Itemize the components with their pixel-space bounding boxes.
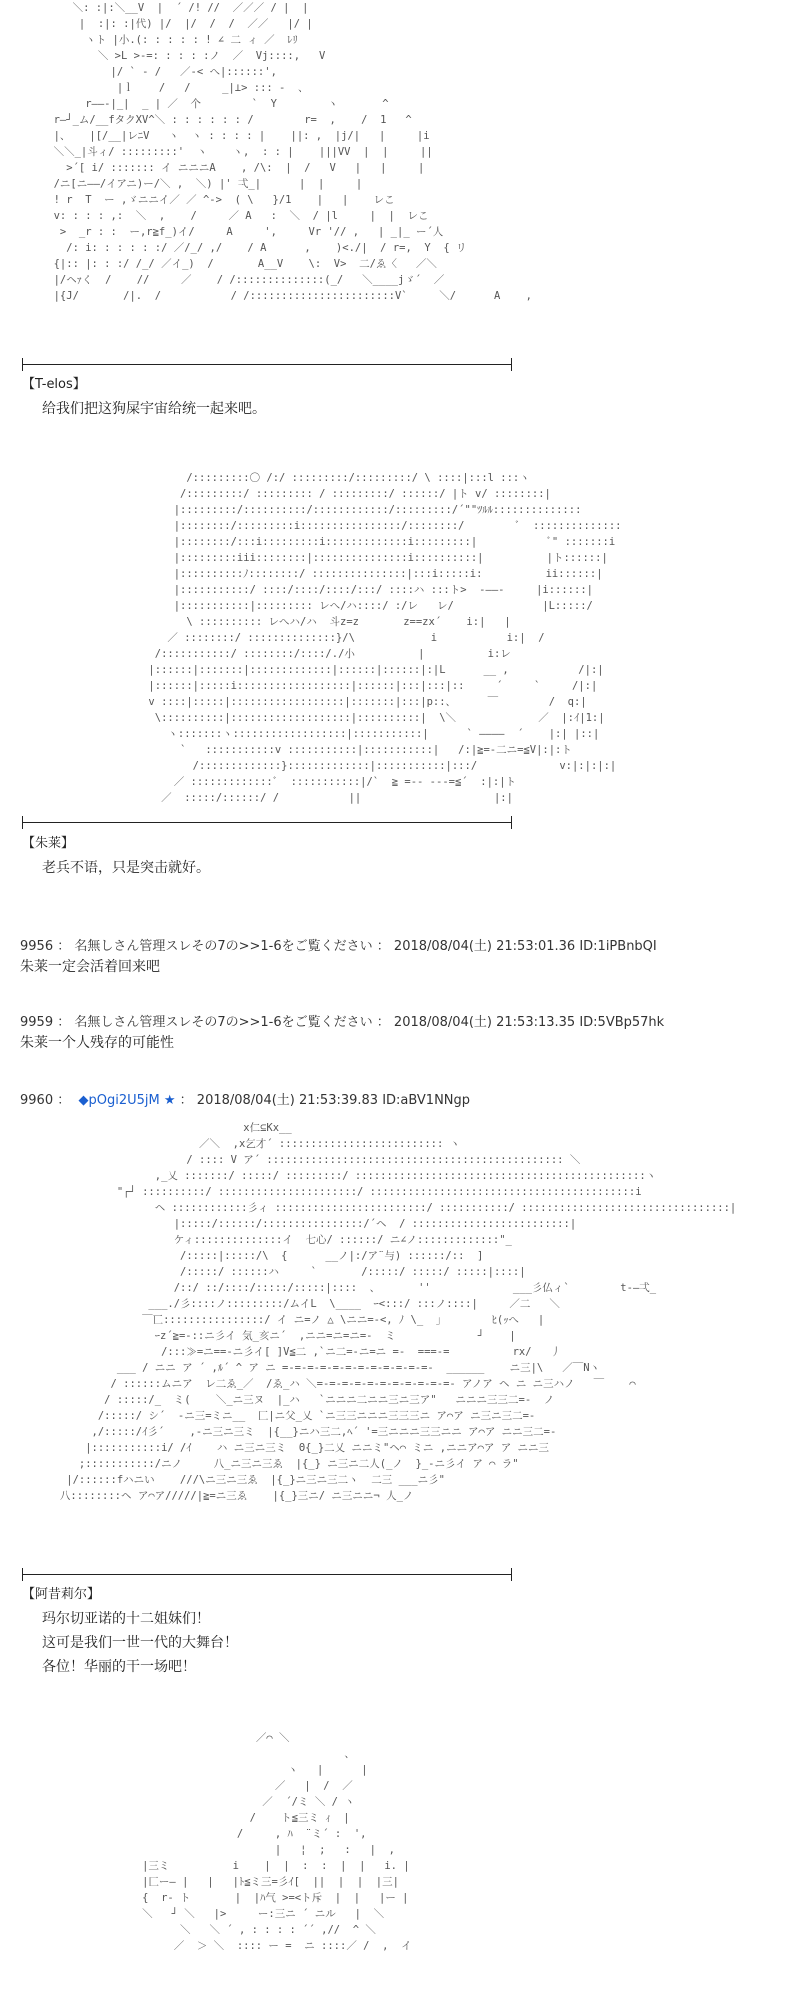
speaker-name: 【阿昔莉尔】 xyxy=(22,1587,101,1602)
aa-art-figure: ／⌒ ＼ 、 ヽ | | ／ | / ／ ／ ´/ミ ＼ / ヽ / ト≦三ミ ｨ | / , ﾊ ¨ミ´ : ', | ¦ ; : | , |三ミ i | | : : | | i. | |匚ー― | | |ﾄ≦ミ三=彡ｲ[ || | | |三| { r‐ ト | |ﾊ气 >=<ト斥 | | |ー | ＼ ┘ ＼ |> ー:三ニ ´ ニル | ＼ ＼ ＼ ´ , : : : : ´´ ,// ^ ＼ ／ ＞ ＼ :::: ー = ニ ::::／ / , イ xyxy=(142,1732,412,1952)
post-author-name: 名無しさん管理スレその7の>>1-6をご覧ください xyxy=(74,939,373,954)
post-body: 朱莱一定会活着回来吧 xyxy=(20,959,160,975)
post-number: 9959 xyxy=(20,1015,54,1030)
star-icon: ★ xyxy=(163,1093,176,1108)
aa-art-telos: ＼: :|:＼__V | ´ /! // ／／／ / | | | :|: :|代) |/ |/ / / ／／ |/ | ヽト |小.(: : : : : ! ∠ 二 ィ ／ ﾚﾘ ＼ >L >-=: : : : :ノ ／ Vj::::, V |/ ` - / ／-< へ|::::::', |ｌ / / _|⊥> ::: - 、 r――-|_| _ | ／ 个 ` Y ヽ ^ r―┘_ム/__fタクXV^＼ : : : : : : / r= , / 1 ^ |、 |[/__|レﾆV ヽ ヽ : : : : | ||: , |j/| | |i ＼＼_|斗ィ/ :::::::::' ヽ ヽ, : : | |||VV | | || >´[ i/ ::::::: イ ニニニA , /\: | / V | | | /ニ[ニ――/イアニ)ー/＼ , ＼) |' 弌_| | | | ! r T ー ,ゞニニイ／ ／ ^-> ( \ }/1 | | レこ v: : : : ,: ＼ , / ／ A : ＼ / |l | | レこ > _r : : ー,r≧f_)イ/ A ', Vr '// , | _|_ ー´人 /: i: : : : : :/ ／/_/ ,/ / A , )<./| / r=, Y { リ {|:: |: : :/ /_/ ／イ_) / A__V \: V> 二/ゑ〈 ／＼ |/ヘｧく / // ／ / /::::::::::::::(_/ ＼____jゞ´ ／ |{J/ /|. / / /:::::::::::::::::::::::V` ＼/ A , xyxy=(53,2,532,302)
post-date: 2018/08/04(土) 21:53:13.35 xyxy=(393,1015,576,1030)
post-header: 9956 ： 名無しさん管理スレその7の>>1-6をご覧ください ： 2018/08/04(土) 21:53:01.36 ID:1iPBnbQI xyxy=(20,939,657,954)
dialogue-line: 玛尔切亚诺的十二姐妹们！ xyxy=(42,1611,210,1627)
post-id[interactable]: ID:1iPBnbQI xyxy=(579,939,657,954)
speaker-name: 【T-elos】 xyxy=(22,377,86,392)
post-trip-link[interactable]: ◆pOgi2U5jM xyxy=(78,1093,160,1108)
aa-art-julie: /:::::::::〇 /:/ :::::::::/:::::::::/ \ ::::|:::l :::ヽ /:::::::::/ ::::::::: / :::::::::/ ::::::/ |ト v/ ::::::::| |:::::::::/::::::::::/::::::::::::/:::::::::/´""ﾂﾙﾙ:::::::::::::: |::::::::/:::::::::i::::::::::::::::/::::::::/ ﾞ :::::::::::::: |::::::::/:::i:::::::::i:::::::::::::i:::::::::| ﾞ" :::::::i |:::::::::iii::::::::|:::::::::::::::i::::::::::| |ト::::::| |::::::::::ﾉ::::::::/ :::::::::::::::|:::i:::::i: ii::::::| |:::::::::::/ ::::/::::/::::/:::/ ::::ハ :::ト> -――- |i::::::| |:::::::::::|::::::::: レへ/ハ::::/ :/レ レ/ |L:::::/ \ :::::::::: レへハ/ハ 斗z=z z==zx´ i:| | ／ ::::::::/ ::::::::::::::}/\ i i:| / /:::::::::::/ ::::::::/::::/./小 | i:レ |::::::|:::::::|:::::::::::::|::::::|::::::|:|L __ , /|:| |::::::|:::::i::::::::::::::::::|::::::|:::|:::|:: ´ ` /|:| v ::::|:::::|::::::::::::::::::|:::::::|:::|p::、 ￣ / q:| \::::::::::|:::::::::::::::::::|::::::::::| \＼ ／ |:ｲ|1:| ヽ:::::::ヽ::::::::::::::::::|:::::::::::| ` ―――― ´ |:| |::| ` :::::::::::v :::::::::::|:::::::::::| /:|≧=-二ニ=≦V|:|:ト /:::::::::::::}:::::::::::::|:::::::::::|:::/ v:|:|:|:| ／ :::::::::::::ﾞ :::::::::::|/` ≧ =-- ---=≦´ :|:|ト ／ :::::/::::::/ / || |:| xyxy=(148,472,622,804)
post-author-name: 名無しさん管理スレその7の>>1-6をご覧ください xyxy=(74,1015,373,1030)
post-number: 9960 xyxy=(20,1093,54,1108)
post-id[interactable]: ID:aBV1NNgp xyxy=(382,1093,471,1108)
post-body: 朱莱一个人残存的可能性 xyxy=(20,1035,174,1051)
post-header: 9959 ： 名無しさん管理スレその7の>>1-6をご覧ください ： 2018/08/04(土) 21:53:13.35 ID:5VBp57hk xyxy=(20,1015,665,1030)
dialogue-line: 各位！华丽的干一场吧！ xyxy=(42,1659,196,1675)
dialogue-line: 给我们把这狗屎宇宙给统一起来吧。 xyxy=(42,401,266,417)
separator xyxy=(22,364,512,365)
post-date: 2018/08/04(土) 21:53:39.83 xyxy=(196,1093,379,1108)
separator xyxy=(22,1574,512,1575)
separator xyxy=(22,822,512,823)
dialogue-line: 这可是我们一世一代的大舞台！ xyxy=(42,1635,238,1651)
post-header: 9960 ： ◆pOgi2U5jM ★ ： 2018/08/04(土) 21:53:39.83 ID:aBV1NNgp xyxy=(20,1093,471,1108)
dialogue-line: 老兵不语，只是突击就好。 xyxy=(42,860,210,876)
post-id[interactable]: ID:5VBp57hk xyxy=(579,1015,665,1030)
aa-art-achilles: x仁⊆Kx__ ／＼ ,x乞才´ :::::::::::::::::::::::::: ヽ / :::: V ア´ ::::::::::::::::::::::::::::::::::::::::::::::: ＼ ,_乂 :::::::/ :::::/ :::::::::/ ::::::::::::::::::::::::::::::::::::::::::::::ヽ "┌┘ ::::::::::/ ::::::::::::::::::::::/ ::::::::::::::::::::::::::::::::::::::::::i ヘ ::::::::::::彡ィ ::::::::::::::::::::::::/ :::::::::::/ :::::::::::::::::::::::::::::::::| |:::::/::::::/::::::::::::::::/´ヘ / :::::::::::::::::::::::::| ケィ::::::::::::::イ 七心/ ::::::/ ニ∠ノ:::::::::::::"_ /:::::|:::::/\ { __ノ|:/ア¨与) ::::::/:: ] /:::::/ ::::::ハ ` /:::::/ :::::/ :::::|::::| /::/ ::/::::/:::::/:::::|:::: 、 '' ___彡仏ィ` t-―弌_ ___./彡::::ノ:::::::::/ムイL \____ ｰ<:::/ :::ノ::::| ／二 ＼ ￣匸::::::::::::::::/ イ ニ=ノ △ \ニニ=-<, ﾉ \_ ｣ ﾋ(ｯへ | ｰz´≧=-::ニ彡イ 気_亥ニ´ ,ニニ=ニ=ニ=- ミ ┘ | /:::≫=ニ==-ニ彡イ[ ]V≦二 ,`ニ二=-ニ=ニ =- ===-= rx/ 丿 ___ / ニニ ア ´ ,ﾙ´ ^ ア ニ =-=-=-=-=-=-=-=-=-=-=-=- ______ ニ三|\ ／￣Nヽ / ::::::ムニア レ二ゑ_／ /ゑ_ハ ＼=-=-=-=-=-=-=-=-=-=-=- アノア ヘ ニ ニ三ハノ ￣ ⌒ / :::::/_ ミ( ＼_ニ三ヌ |_ハ `ニニニ二ニニ三ニ三ア" ニニニ三三二=- ノ /:::::/ シ´ -ニ三=ミニ__ 匚|ニ父_乂 `ニ三三ニニニ三三三ニ ア⌒ア ニ三ニ三二=- ,/:::::/ｲ彡´ ,-ニ三ニ三ミ |{__}ニハ三二,ﾍ´ '=三ニニニ三三ニニ ア⌒ア ニニ三二=- |:::::::::::i/ /ｲ ハ ニ三ニ三ミ Θ{_}二乂 ニニミ"ヘ⌒ ミニ ,ニニア⌒ア ア ニニ三 ;:::::::::::/ニノ 八_ニ三ニ三ゑ |{_} ニ三ニ二人(_ノ }_-ニ彡イ ア ⌒ ラ" |/::::::fハニい ///\ニ三ニ三ゑ |{_}ニ三ニ三二ヽ 二三 ___ニ彡" 八::::::::ヘ ア⌒ア/////|≧=ニ三ゑ |{_}三ニ/ ニ三ニニ¬ 人_ノ xyxy=(59,1122,737,1502)
post-number: 9956 xyxy=(20,939,54,954)
post-date: 2018/08/04(土) 21:53:01.36 xyxy=(393,939,576,954)
speaker-name: 【朱莱】 xyxy=(22,836,75,851)
